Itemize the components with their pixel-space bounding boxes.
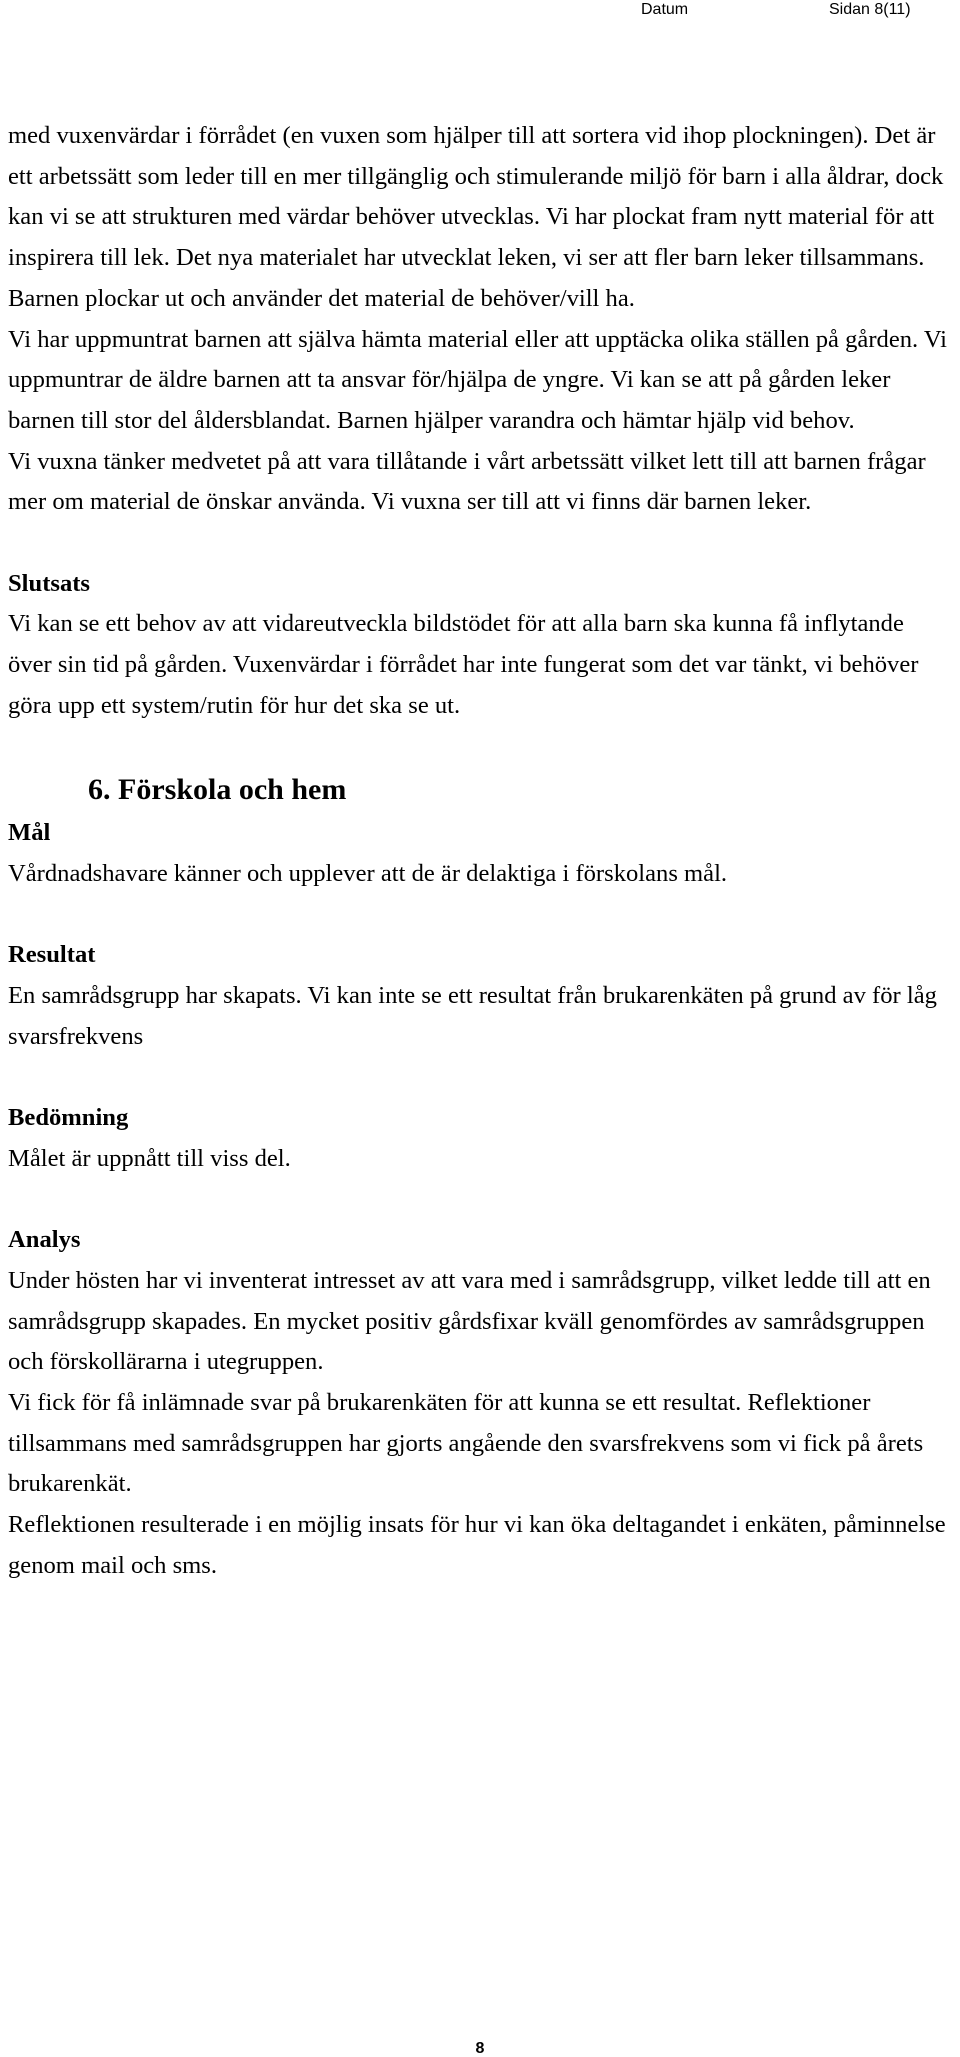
document-body [8, 116, 948, 1587]
spacer [8, 727, 948, 768]
footer-page-number: 8 [475, 2040, 485, 2057]
paragraph-bedomning: Målet är uppnått till viss del. [8, 1144, 291, 1172]
heading-mal: Mål [8, 819, 51, 847]
heading-slutsats: Slutsats [8, 569, 91, 597]
paragraph-mal: Vårdnadshavare känner och upplever att de är delaktiga i förskolans mål. [8, 859, 728, 887]
page-header [0, 0, 960, 20]
heading-analys: Analys [8, 1226, 81, 1254]
spacer [8, 523, 948, 564]
heading-bedomning: Bedömning [8, 1104, 129, 1132]
paragraph-analys-samradsgrupp: Under hösten har vi inventerat intresset av att vara med i samrådsgrupp, vilket ledde till att en samrådsgrupp skapades. En mycket positiv gårdsfixar kväll genomfördes av samrådsgruppen och förskollärarna i utegruppen. [8, 1266, 931, 1376]
spacer [8, 895, 948, 936]
chapter-heading-forskola-och-hem: 6. Förskola och hem [88, 773, 347, 807]
header-date-label: Datum [641, 1, 689, 18]
paragraph-slutsats: Vi kan se ett behov av att vidareutveckla bildstödet för att alla barn ska kunna få inflytande över sin tid på gården. Vuxenvärdar i förrådet har inte fungerat som det var tänkt, vi behöver göra upp ett system/rutin för hur det ska se ut. [8, 610, 919, 719]
header-page-indicator: Sidan 8(11) [829, 1, 911, 18]
paragraph-vuxenvardar: med vuxenvärdar i förrådet (en vuxen som hjälper till att sortera vid ihop plockningen). Det är ett arbetssätt som leder till en mer tillgänglig och stimulerande miljö för barn i alla åldrar, dock kan vi se att strukturen med värdar behöver utvecklas. Vi har plockat fram nytt material för att inspirera till lek. Det nya materialet har utvecklat leken, vi ser att fler barn leker tillsammans. Barnen plockar ut och använder det material de behöver/vill ha. [8, 122, 944, 312]
paragraph-analys-brukarenkat: Vi fick för få inlämnade svar på brukarenkäten för att kunna se ett resultat. Reflektioner tillsammans med samrådsgruppen har gjorts angående den svarsfrekvens som vi fick på årets brukarenkät. [8, 1389, 924, 1498]
paragraph-resultat: En samrådsgrupp har skapats. Vi kan inte se ett resultat från brukarenkäten på grund av för låg svarsfrekvens [8, 982, 937, 1050]
paragraph-analys-reflektion: Reflektionen resulterade i en möjlig insats för hur vi kan öka deltagandet i enkäten, påminnelse genom mail och sms. [8, 1511, 946, 1579]
spacer [8, 1180, 948, 1221]
spacer [8, 1057, 948, 1098]
paragraph-vuxna-tanker: Vi vuxna tänker medvetet på att vara tillåtande i vårt arbetssätt vilket lett till att barnen frågar mer om material de önskar använda. Vi vuxna ser till att vi finns där barnen leker. [8, 447, 926, 516]
paragraph-uppmuntrat: Vi har uppmuntrat barnen att själva hämta material eller att upptäcka olika ställen på gården. Vi uppmuntrar de äldre barnen att ta ansvar för/hjälpa de yngre. Vi kan se att på gården leker barnen till stor del åldersblandat. Barnen hjälper varandra och hämtar hjälp vid behov. [8, 325, 948, 434]
heading-resultat: Resultat [8, 941, 96, 969]
